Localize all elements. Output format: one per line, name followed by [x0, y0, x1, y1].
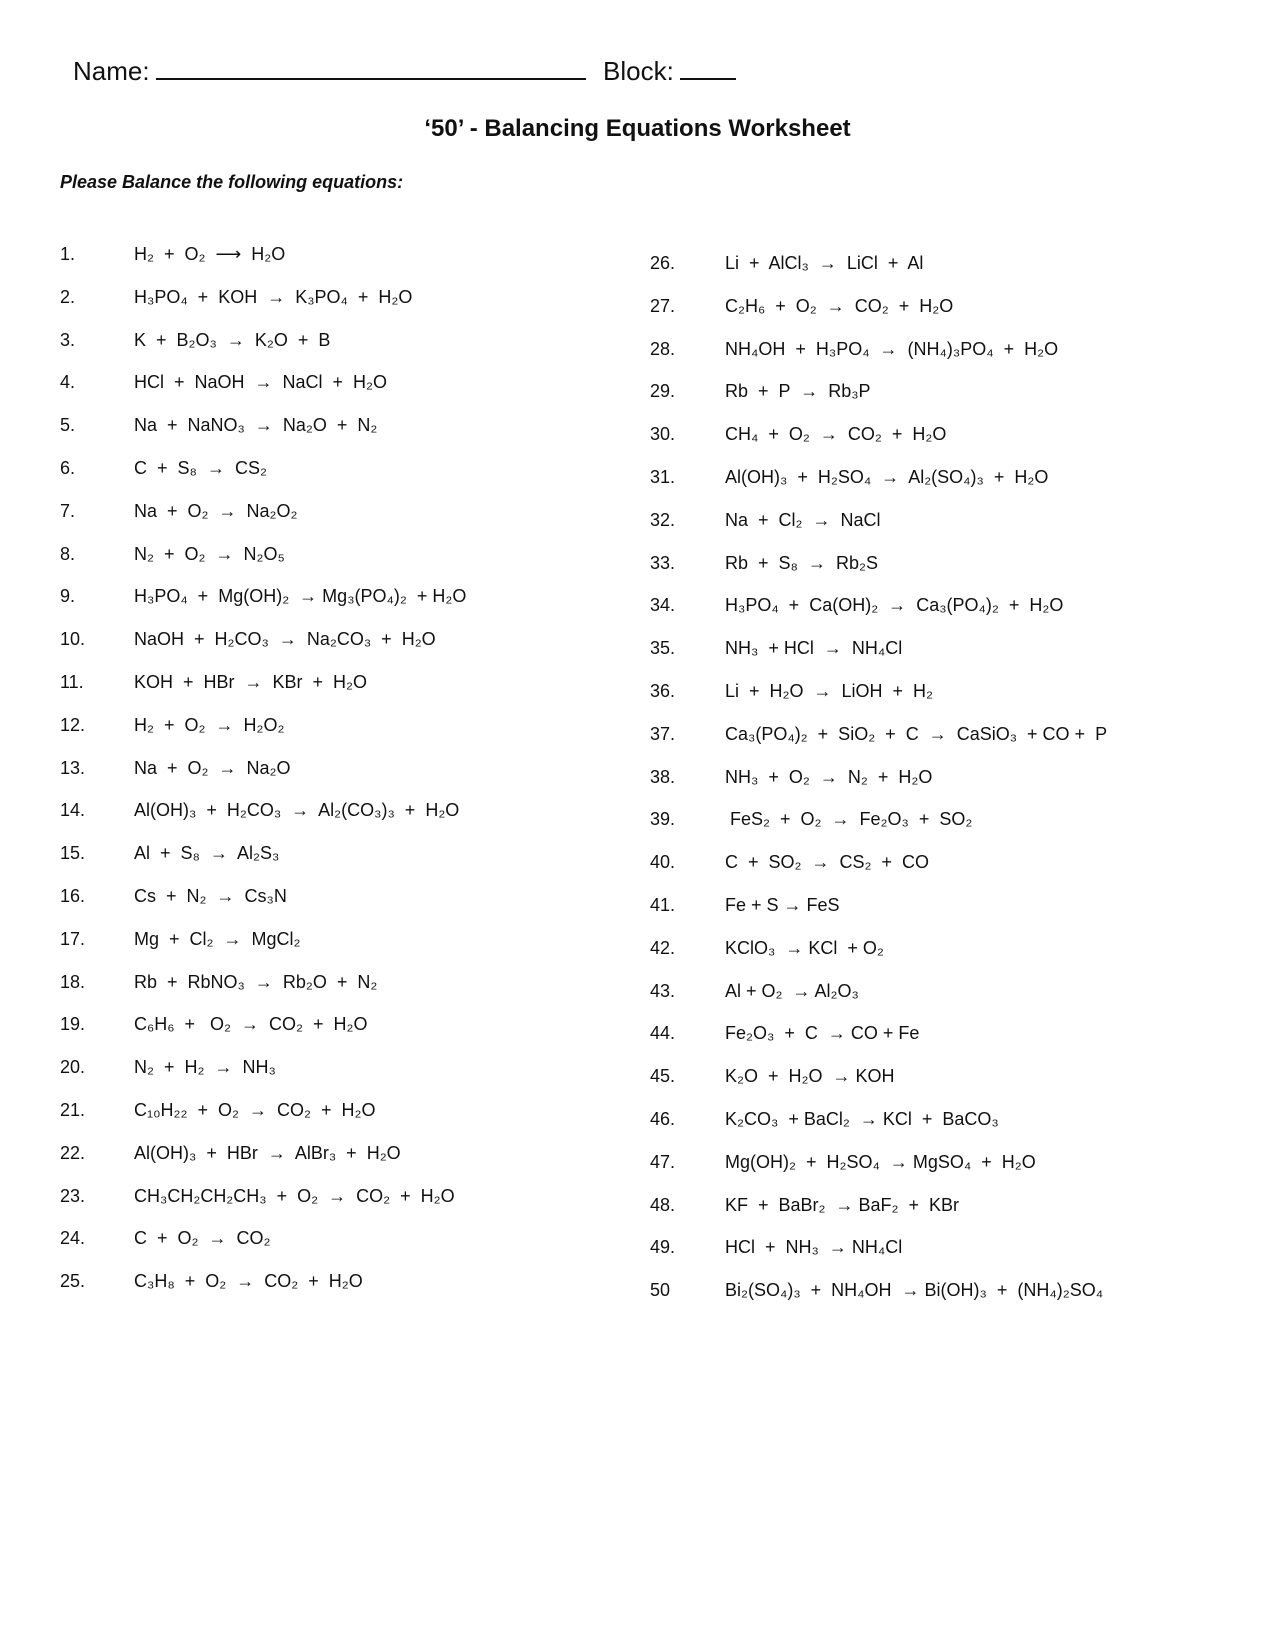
equation-number: 30.: [650, 424, 676, 445]
equation-text: Bi₂(SO₄)₃ + NH₄OH → Bi(OH)₃ + (NH₄)₂SO₄: [725, 1280, 1104, 1301]
equation-number: 19.: [60, 1014, 86, 1035]
equation-number: 20.: [60, 1057, 86, 1078]
equation-text: C₁₀H₂₂ + O₂ → CO₂ + H₂O: [134, 1099, 376, 1120]
equation-number: 9.: [60, 586, 76, 607]
equation-number: 26.: [650, 253, 676, 273]
equation-text: Al + O₂ → Al₂O₃: [725, 980, 859, 1001]
equation-text: Mg(OH)₂ + H₂SO₄ → MgSO₄ + H₂O: [725, 1151, 1036, 1172]
equation-text: Li + H₂O → LiOH + H₂: [725, 680, 934, 701]
equation-number: 15.: [60, 843, 86, 864]
equation-number: 22.: [60, 1142, 86, 1163]
equation-number: 16.: [60, 885, 86, 906]
equation-text: H₃PO₄ + KOH → K₃PO₄ + H₂O: [134, 286, 413, 307]
equation-number: 36.: [650, 680, 676, 701]
equation-number: 10.: [60, 629, 86, 650]
equation-text: Al(OH)₃ + HBr → AlBr₃ + H₂O: [134, 1142, 401, 1163]
equation-number: 28.: [650, 338, 676, 359]
equation-number: 13.: [60, 757, 86, 778]
equation-text: KOH + HBr → KBr + H₂O: [134, 671, 368, 692]
equation-number: 14.: [60, 800, 86, 821]
equation-text: Fe₂O₃ + C → CO + Fe: [725, 1023, 920, 1044]
equation-number: 45.: [650, 1066, 676, 1087]
equation-number: 11.: [60, 671, 84, 692]
equation-number: 17.: [60, 928, 86, 949]
equation-number: 44.: [650, 1023, 676, 1044]
equation-number: 50: [650, 1280, 671, 1301]
equation-number: 27.: [650, 295, 676, 316]
equation-number: 21.: [60, 1099, 86, 1120]
name-field: [73, 56, 586, 87]
equation-text: H₃PO₄ + Mg(OH)₂ → Mg₃(PO₄)₂ + H₂O: [134, 586, 467, 607]
equation-text: Cs + N₂ → Cs₃N: [134, 885, 287, 906]
equation-number: 32.: [650, 509, 676, 530]
equation-number: 1.: [60, 244, 76, 264]
equation-number: 43.: [650, 980, 676, 1001]
equation-text: K₂O + H₂O → KOH: [725, 1066, 895, 1087]
equation-number: 34.: [650, 595, 676, 616]
instructions: Please Balance the following equations:: [60, 172, 404, 192]
equation-text: Ca₃(PO₄)₂ + SiO₂ + C → CaSiO₃ + CO + P: [725, 723, 1108, 744]
equation-text: Mg + Cl₂ → MgCl₂: [134, 928, 301, 949]
equation-text: C + SO₂ → CS₂ + CO: [725, 852, 930, 873]
equation-text: KF + BaBr₂ → BaF₂ + KBr: [725, 1194, 960, 1215]
equation-number: 29.: [650, 381, 676, 402]
equation-number: 39.: [650, 809, 676, 830]
equation-text: C + S₈ → CS₂: [134, 457, 267, 478]
equation-number: 40.: [650, 852, 676, 873]
equation-number: 41.: [650, 894, 676, 915]
equation-number: 35.: [650, 638, 676, 659]
equation-text: C₆H₆ + O₂ → CO₂ + H₂O: [134, 1014, 368, 1035]
equation-number: 7.: [60, 500, 76, 521]
equation-text: K + B₂O₃ → K₂O + B: [134, 329, 331, 350]
equation-text: Al(OH)₃ + H₂SO₄ → Al₂(SO₄)₃ + H₂O: [725, 466, 1049, 487]
equation-number: 8.: [60, 543, 76, 564]
equation-text: N₂ + H₂ → NH₃: [134, 1057, 276, 1078]
equation-text: Rb + S₈ → Rb₂S: [725, 552, 878, 573]
equation-text: Fe + S → FeS: [725, 894, 840, 915]
equation-text: KClO₃ → KCl + O₂: [725, 937, 884, 958]
block-blank-line[interactable]: [680, 56, 736, 80]
equation-text: Na + NaNO₃ → Na₂O + N₂: [134, 415, 378, 436]
equation-text: K₂CO₃ + BaCl₂ → KCl + BaCO₃: [725, 1108, 999, 1129]
equation-text: Na + Cl₂ → NaCl: [725, 509, 881, 530]
name-blank-line[interactable]: [156, 56, 586, 80]
equation-text: Al + S₈ → Al₂S₃: [134, 843, 280, 864]
equation-number: 3.: [60, 329, 76, 350]
equation-number: 33.: [650, 552, 676, 573]
block-label: Block:: [603, 56, 674, 86]
equation-text: CH₃CH₂CH₂CH₃ + O₂ → CO₂ + H₂O: [134, 1185, 455, 1206]
equation-text: H₂ + O₂ ⟶ H₂O: [134, 244, 286, 264]
equation-text: C₂H₆ + O₂ → CO₂ + H₂O: [725, 295, 954, 316]
equation-number: 5.: [60, 415, 76, 436]
equation-text: CH₄ + O₂ → CO₂ + H₂O: [725, 424, 947, 445]
equation-number: 31.: [650, 466, 676, 487]
equation-number: 24.: [60, 1228, 86, 1249]
equation-number: 25.: [60, 1271, 86, 1292]
equation-text: NH₃ + HCl → NH₄Cl: [725, 638, 903, 659]
equation-text: NH₄OH + H₃PO₄ → (NH₄)₃PO₄ + H₂O: [725, 338, 1059, 359]
equation-number: 12.: [60, 714, 86, 735]
worksheet-title: ‘50’ - Balancing Equations Worksheet: [424, 115, 851, 142]
equation-text: Na + O₂ → Na₂O: [134, 757, 291, 778]
equation-text: C + O₂ → CO₂: [134, 1228, 271, 1249]
equation-number: 38.: [650, 766, 676, 787]
block-field: [603, 56, 736, 87]
equation-number: 48.: [650, 1194, 676, 1215]
equation-number: 4.: [60, 372, 76, 393]
equation-number: 46.: [650, 1108, 676, 1129]
equation-number: 42.: [650, 937, 676, 958]
equation-number: 49.: [650, 1237, 676, 1258]
equation-number: 18.: [60, 971, 86, 992]
equation-text: HCl + NaOH → NaCl + H₂O: [134, 372, 388, 393]
equation-text: Na + O₂ → Na₂O₂: [134, 500, 298, 521]
equation-text: C₃H₈ + O₂ → CO₂ + H₂O: [134, 1271, 363, 1292]
name-label: Name:: [73, 56, 150, 86]
equation-text: N₂ + O₂ → N₂O₅: [134, 543, 285, 564]
equation-text: Rb + P → Rb₃P: [725, 381, 871, 402]
equation-text: H₃PO₄ + Ca(OH)₂ → Ca₃(PO₄)₂ + H₂O: [725, 595, 1064, 616]
equation-number: 2.: [60, 286, 76, 307]
equation-number: 47.: [650, 1151, 676, 1172]
equation-text: Li + AlCl₃ → LiCl + Al: [725, 253, 924, 273]
equation-text: Rb + RbNO₃ → Rb₂O + N₂: [134, 971, 378, 992]
equation-text: NaOH + H₂CO₃ → Na₂CO₃ + H₂O: [134, 629, 436, 650]
equation-text: Al(OH)₃ + H₂CO₃ → Al₂(CO₃)₃ + H₂O: [134, 800, 460, 821]
equation-text: H₂ + O₂ → H₂O₂: [134, 714, 285, 735]
equation-number: 6.: [60, 457, 76, 478]
equation-text: FeS₂ + O₂ → Fe₂O₃ + SO₂: [725, 809, 973, 830]
equation-text: NH₃ + O₂ → N₂ + H₂O: [725, 766, 933, 787]
equation-number: 37.: [650, 723, 676, 744]
equation-number: 23.: [60, 1185, 86, 1206]
equation-text: HCl + NH₃ → NH₄Cl: [725, 1237, 903, 1258]
